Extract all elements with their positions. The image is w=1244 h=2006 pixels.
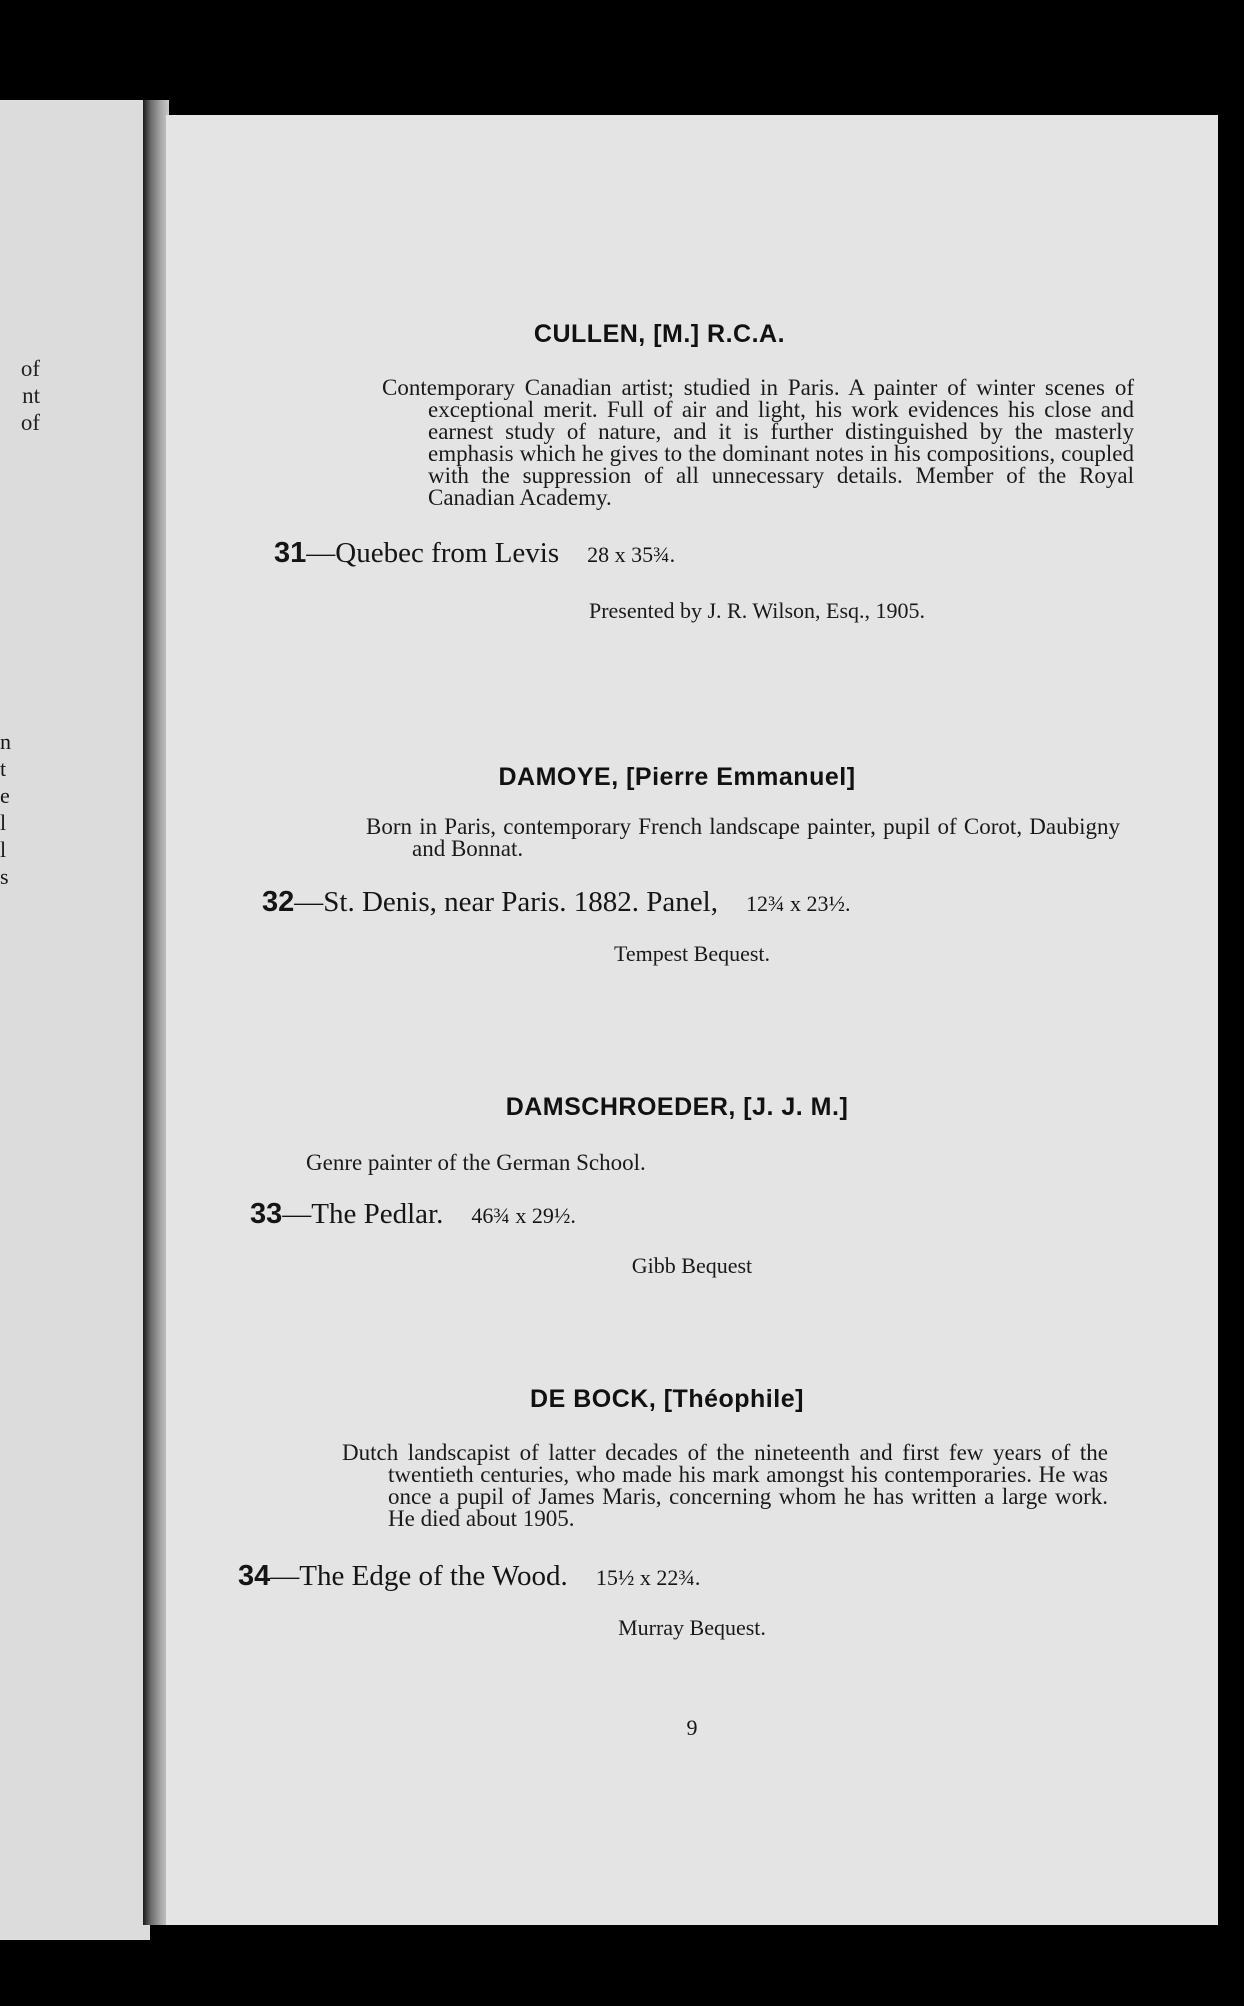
fragment: s (0, 864, 9, 889)
artist-bio: Contemporary Canadian artist; studied in Paris. A painter of winter scenes of exceptional merit. Full of air and light, his work evidences his close and earnest study of nature, and it is further distinguished by the masterly emphasis which he gives to the dominant notes in his compositions, coupled with the suppression of all unnecessary details. Member of the Royal Canadian Academy. (382, 375, 1134, 510)
artwork-line (250, 1198, 1218, 1231)
artist-bio: Genre painter of the German School. (306, 1150, 646, 1175)
catalogue-number: 31 (274, 537, 307, 569)
catalogue-entry (166, 763, 1218, 967)
artwork-dimensions: 46¾ x 29½. (471, 1203, 576, 1228)
artwork-dimensions: 15½ x 22¾. (595, 1565, 701, 1590)
artist-heading: DAMSCHROEDER, [J. J. M.] (505, 1093, 849, 1121)
previous-page-text-fragments-lower (0, 728, 14, 890)
catalogue-number: 32 (262, 886, 295, 918)
artwork-title: —The Pedlar. (282, 1198, 444, 1230)
provenance: Murray Bequest. (618, 1615, 766, 1640)
artwork-dimensions: 28 x 35¾. (587, 542, 676, 567)
page-number: 9 (686, 1715, 698, 1740)
artist-heading: CULLEN, [M.] R.C.A. (533, 320, 786, 348)
catalogue-entry (166, 1385, 1218, 1641)
artist-heading: DAMOYE, [Pierre Emmanuel] (498, 763, 856, 791)
catalogue-number: 33 (250, 1198, 283, 1230)
artwork-line (262, 886, 1218, 919)
artwork-title: —The Edge of the Wood. (270, 1560, 568, 1592)
artwork-title: —St. Denis, near Paris. 1882. Panel, (294, 886, 718, 918)
artist-bio: Born in Paris, contemporary French landscape painter, pupil of Corot, Daubigny and Bonnat. (366, 814, 1120, 861)
catalogue-number: 34 (238, 1560, 271, 1592)
fragment: nt (22, 383, 40, 408)
provenance: Presented by J. R. Wilson, Esq., 1905. (588, 598, 926, 623)
fragment: e (0, 783, 10, 808)
artist-heading: DE BOCK, [Théophile] (530, 1385, 804, 1413)
artist-bio: Dutch landscapist of latter decades of the nineteenth and first few years of the twentieth centuries, who made his mark amongst his contemporaries. He was once a pupil of James Maris, concerning whom he has written a large work. He died about 1905. (342, 1440, 1108, 1531)
catalogue-page (166, 115, 1218, 1925)
artwork-dimensions: 12¾ x 23½. (745, 891, 851, 916)
catalogue-entry (166, 1093, 1218, 1279)
fragment: l (0, 810, 7, 835)
fragment: n (0, 729, 11, 754)
artwork-line (274, 537, 1218, 570)
provenance: Tempest Bequest. (613, 941, 771, 966)
fragment: t (0, 756, 7, 781)
artwork-title: —Quebec from Levis (306, 537, 560, 569)
fragment: l (0, 837, 7, 862)
fragment: of (20, 356, 40, 381)
artwork-line (238, 1560, 1218, 1593)
provenance: Gibb Bequest (631, 1253, 753, 1278)
fragment: of (20, 410, 40, 435)
previous-page-text-fragments (0, 355, 40, 436)
catalogue-entry (166, 320, 1218, 624)
